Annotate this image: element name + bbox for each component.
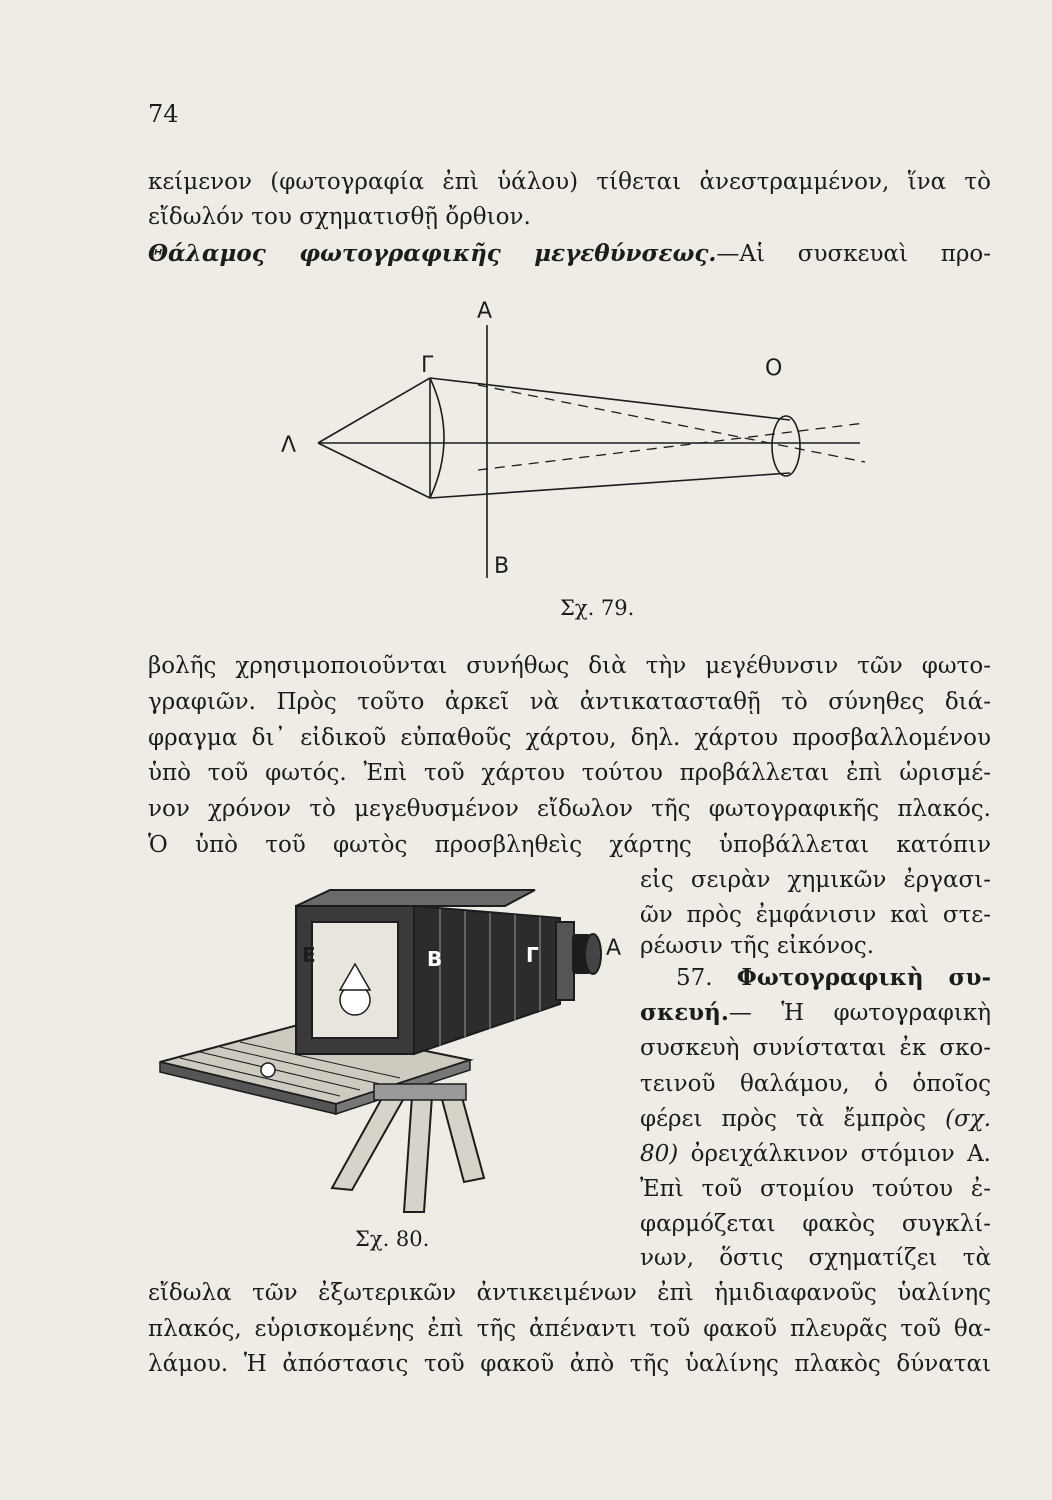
text-line: τεινοῦ θαλάμου, ὁ ὁποῖος (640, 1071, 991, 1097)
lens-board (556, 922, 574, 1000)
text-fragment: φέρει πρὸς τὰ ἔμπρὸς (640, 1106, 926, 1132)
tripod-leg (404, 1096, 432, 1212)
label-omicron: Ο (765, 356, 783, 381)
tripod-leg (440, 1090, 484, 1182)
label-alpha-top: Α (477, 299, 493, 324)
section-title: Φωτογραφικὴ συ- (736, 964, 991, 991)
page-number: 74 (148, 100, 179, 128)
section-title: σκευή. (640, 999, 729, 1026)
text-line: βολῆς χρησιμοποιοῦνται συνήθως διὰ τὴν μεγέθυνσιν τῶν φωτο- (148, 653, 991, 679)
text-line: Ἐπὶ τοῦ στομίου τούτου ἐ- (640, 1176, 991, 1202)
text-line: ῶν πρὸς ἐμφάνισιν καὶ στε- (640, 902, 991, 928)
label-alpha: Α (606, 936, 622, 961)
label-lambda: Λ (281, 433, 297, 458)
camera-top (296, 890, 535, 906)
lens-front (585, 934, 601, 974)
figure-reference: 80) (640, 1141, 679, 1167)
text-line: εἴδωλα τῶν ἐξωτερικῶν ἀντικειμένων ἐπὶ ἡμιδιαφανοῦς ὑαλίνης (148, 1280, 991, 1306)
text-line: ὑπὸ τοῦ φωτός. Ἐπὶ τοῦ χάρτου τούτου προβάλλεται ἐπὶ ὡρισμέ- (148, 760, 991, 786)
text-line: εἴδωλόν του σχηματισθῇ ὄρθιον. (148, 204, 531, 230)
text-fragment: — Ἡ φωτογραφικὴ (728, 1000, 991, 1026)
text-line: γραφιῶν. Πρὸς τοῦτο ἀρκεῖ νὰ ἀντικατασταθῇ τὸ σύνηθες διά- (148, 689, 991, 715)
label-gamma: Γ (421, 353, 434, 378)
figure-reference: (σχ. (945, 1106, 992, 1132)
label-epsilon: Ε (302, 943, 316, 967)
label-beta: Β (494, 554, 510, 579)
text-line: λάμου. Ἡ ἀπόστασις τοῦ φακοῦ ἀπὸ τῆς ὑαλίνης πλακὸς δύναται (148, 1351, 991, 1377)
text-line: νων, ὅστις σχηματίζει τὰ (640, 1245, 991, 1271)
section-heading: Θάλαμος φωτογραφικῆς μεγεθύνσεως. (148, 240, 717, 267)
figure-79-caption: Σχ. 79. (560, 596, 635, 620)
camera-bellows (414, 906, 560, 1054)
text-line: εἰς σειρὰν χημικῶν ἐργασι- (640, 867, 991, 893)
text-line: ρέωσιν τῆς εἰκόνος. (640, 933, 875, 959)
text-line: κείμενον (φωτογραφία ἐπὶ ὑάλου) τίθεται ἀνεστραμμένον, ἵνα τὸ (148, 169, 991, 195)
figure-80-caption: Σχ. 80. (355, 1227, 430, 1251)
text-line: φραγμα δι᾽ εἰδικοῦ εὐπαθοῦς χάρτου, δηλ. χάρτου προσβαλλομένου (148, 725, 991, 751)
text-line: νον χρόνον τὸ μεγεθυσμένον εἴδωλον τῆς φωτογραφικῆς πλακός. (148, 796, 991, 822)
text-line: φαρμόζεται φακὸς συγκλί- (640, 1211, 991, 1237)
text-line: πλακός, εὑρισκομένης ἐπὶ τῆς ἀπέναντι τοῦ φακοῦ πλευρᾶς τοῦ θα- (148, 1316, 991, 1342)
camera-knob (261, 1063, 275, 1077)
section-number: 57. (676, 965, 713, 991)
text-line: συσκευὴ συνίσταται ἐκ σκο- (640, 1035, 991, 1061)
label-beta: Β (427, 947, 443, 971)
text-fragment: —Αἱ συσκευαὶ προ- (716, 241, 991, 267)
text-fragment: ὀρειχάλκινον στόμιον Α. (690, 1141, 991, 1167)
text-line: Ὁ ὑπὸ τοῦ φωτὸς προσβληθεὶς χάρτης ὑποβάλλεται κατόπιν (148, 832, 991, 858)
label-gamma: Γ (526, 943, 539, 967)
